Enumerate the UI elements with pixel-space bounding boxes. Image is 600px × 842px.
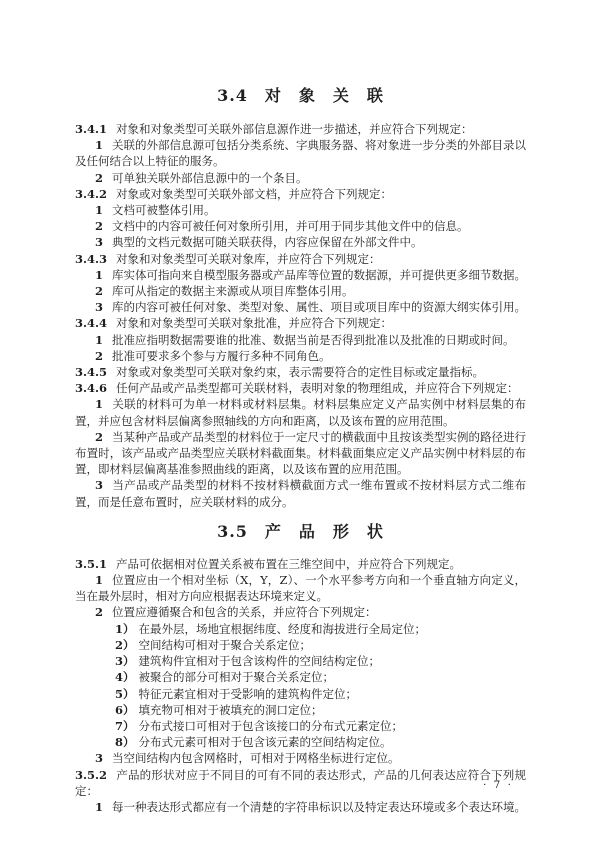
item-text: 库实体可指向来自模型服务器或产品库等位置的数据源，并可提供更多细节数据。: [112, 267, 527, 282]
clause-3-5-1-item-2: [75, 604, 526, 620]
item-number: 1: [95, 397, 104, 412]
item-number: 2: [95, 605, 104, 620]
clause-number: 3.4.3: [75, 251, 108, 266]
subitem-text: 建筑构件宜相对于包含该构件的空间结构定位；: [138, 654, 381, 669]
clause-3-4-6-item-3: [75, 477, 526, 509]
subitem-text: 在最外层，场地宜根据纬度、经度和海拔进行全局定位；: [138, 621, 427, 636]
subitem-text: 填充物可相对于被填充的洞口定位；: [138, 702, 323, 717]
subitem-number: 5）: [115, 686, 135, 701]
clause-3-4-1-item-1: [75, 137, 526, 169]
clause-text: 产品的形状对应于不同目的可有不同的表达形式，产品的几何表达应符合下列规定：: [75, 767, 526, 798]
subitem-number: 4）: [115, 670, 135, 685]
clause-3-4-4-item-1: [75, 332, 526, 348]
clause-3-4-3-item-3: [75, 299, 526, 315]
subitem-6: [75, 702, 526, 718]
clause-number: 3.4.1: [75, 122, 108, 136]
clause-3-4-6: [75, 380, 526, 396]
clause-3-5-2-item-1: [75, 799, 526, 815]
clause-3-4-2-item-2: [75, 218, 526, 234]
clause-3-4-3-item-1: [75, 267, 526, 283]
item-number: 2: [95, 170, 104, 185]
section-heading-3-5: 3.5 产 品 形 状: [217, 521, 384, 541]
subitem-text: 特征元素宜相对于受影响的建筑构件定位；: [138, 686, 358, 701]
clause-number: 3.4.2: [75, 186, 108, 201]
clause-3-4-5: [75, 364, 526, 380]
subitem-number: 7）: [115, 718, 135, 733]
clause-number: 3.5.2: [75, 767, 108, 782]
subitem-text: 分布式接口可相对于包含该接口的分布式元素定位；: [138, 718, 404, 733]
item-number: 2: [95, 348, 104, 363]
clause-3-4-2-item-1: [75, 202, 526, 218]
subitem-8: [75, 734, 526, 750]
clause-3-5-1-item-1: [75, 572, 526, 604]
subitem-2: [75, 637, 526, 653]
subitem-5: [75, 686, 526, 702]
item-text: 批准可要求多个参与方履行多种不同角色。: [112, 348, 331, 363]
clause-number: 3.4.4: [75, 316, 108, 331]
clause-number: 3.5.1: [75, 556, 108, 571]
subitem-text: 被聚合的部分可相对于聚合关系定位；: [138, 670, 335, 685]
clause-3-4-6-item-2: [75, 429, 526, 478]
item-text: 每一种表达形式都应有一个清楚的字符串标识以及特定表达环境或多个表达环境。: [112, 799, 527, 814]
item-text: 批准应指明数据需要谁的批准、数据当前是否得到批准以及批准的日期或时间。: [112, 332, 515, 347]
clause-text: 对象或对象类型可关联对象约束，表示需要符合的定性目标或定量指标。: [116, 365, 485, 380]
clause-text: 对象和对象类型可关联对象批准，并应符合下列规定：: [116, 316, 393, 331]
item-number: 1: [95, 332, 104, 347]
clause-3-4-4: [75, 315, 526, 331]
item-number: 1: [95, 267, 104, 282]
clause-text: 对象和对象类型可关联对象库，并应符合下列规定：: [116, 251, 381, 266]
item-text: 位置应遵循聚合和包含的关系，并应符合下列规定：: [112, 605, 377, 620]
item-number: 1: [95, 138, 104, 153]
clause-text: 对象或对象类型可关联外部文档，并应符合下列规定：: [116, 186, 393, 201]
item-number: 1: [95, 799, 104, 814]
subitem-7: [75, 718, 526, 734]
item-number: 3: [95, 478, 104, 493]
item-text: 当某种产品或产品类型的材料位于一定尺寸的横截面中且按该类型实例的路径进行布置时，该产品或产品类型应关联材料截面集。材料截面集应定义产品实例中材料层的布置，即材料层偏离基准参照曲线的距离，以及该布置的应用范围。: [75, 429, 527, 477]
item-number: 1: [95, 203, 104, 218]
clause-text: 对象和对象类型可关联外部信息源作进一步描述，并应符合下列规定：: [116, 122, 473, 136]
clause-3-4-1: [75, 121, 526, 137]
item-number: 3: [95, 235, 104, 250]
item-number: 2: [95, 284, 104, 299]
subitem-1: [75, 621, 526, 637]
page-number: · 7 ·: [482, 779, 513, 791]
clause-number: 3.4.5: [75, 365, 108, 380]
section-heading-3-4: 3.4 对 象 关 联: [217, 86, 384, 105]
item-text: 库可从指定的数据主来源或从项目库整体引用。: [112, 284, 354, 299]
item-text: 库的内容可被任何对象、类型对象、属性、项目或项目库中的资源大纲实体引用。: [112, 300, 527, 315]
item-number: 1: [95, 573, 104, 588]
item-text: 当空间结构内包含网格时，可相对于网格坐标进行定位。: [112, 751, 400, 766]
item-number: 3: [95, 751, 104, 766]
clause-number: 3.4.6: [75, 381, 108, 396]
clause-3-4-3-item-2: [75, 283, 526, 299]
item-number: 2: [95, 429, 104, 444]
clause-text: 产品可依据相对位置关系被布置在三维空间中，并应符合下列规定。: [116, 556, 462, 571]
item-text: 典型的文档元数据可随关联获得，内容应保留在外部文件中。: [112, 235, 423, 250]
clause-text: 任何产品或产品类型都可关联材料，表明对象的物理组成，并应符合下列规定：: [116, 381, 519, 396]
item-text: 文档可被整体引用。: [112, 203, 216, 218]
item-text: 关联的材料可为单一材料或材料层集。材料层集应定义产品实例中材料层集的布置，并应包含材料层偏离参照轴线的方向和距离，以及该布置的应用范围。: [75, 397, 526, 428]
clause-3-5-1-item-3: [75, 750, 526, 766]
document-page-content: [75, 84, 526, 815]
clause-3-4-6-item-1: [75, 396, 526, 428]
subitem-number: 6）: [115, 702, 135, 717]
clause-3-4-2-item-3: [75, 234, 526, 250]
item-text: 关联的外部信息源可包括分类系统、字典服务器、将对象进一步分类的外部目录以及任何结合以上特征的服务。: [75, 138, 527, 169]
item-text: 当产品或产品类型的材料不按材料横截面方式一维布置或不按材料层方式二维布置，而是任意布置时，应关联材料的成分。: [75, 478, 526, 509]
subitem-4: [75, 669, 526, 685]
item-number: 2: [95, 219, 104, 234]
subitem-number: 2）: [115, 637, 135, 652]
subitem-3: [75, 653, 526, 669]
subitem-number: 1）: [115, 621, 135, 636]
clause-3-4-1-item-2: [75, 170, 526, 186]
clause-3-4-4-item-2: [75, 348, 526, 364]
subitem-number: 8）: [115, 735, 135, 750]
subitem-number: 3）: [115, 654, 135, 669]
clause-3-4-2: [75, 186, 526, 202]
item-text: 可单独关联外部信息源中的一个条目。: [112, 170, 308, 185]
item-number: 3: [95, 300, 104, 315]
clause-3-4-3: [75, 251, 526, 267]
clause-3-5-1: [75, 556, 526, 572]
item-text: 文档中的内容可被任何对象所引用，并可用于同步其他文件中的信息。: [112, 219, 469, 234]
subitem-text: 空间结构可相对于聚合关系定位；: [138, 637, 312, 652]
subitem-text: 分布式元素可相对于包含该元素的空间结构定位。: [138, 735, 392, 750]
item-text: 位置应由一个相对坐标（X，Y，Z）、一个水平参考方向和一个垂直轴方向定义，当在最外层时，相对方向应根据表达环境来定义。: [75, 573, 526, 604]
